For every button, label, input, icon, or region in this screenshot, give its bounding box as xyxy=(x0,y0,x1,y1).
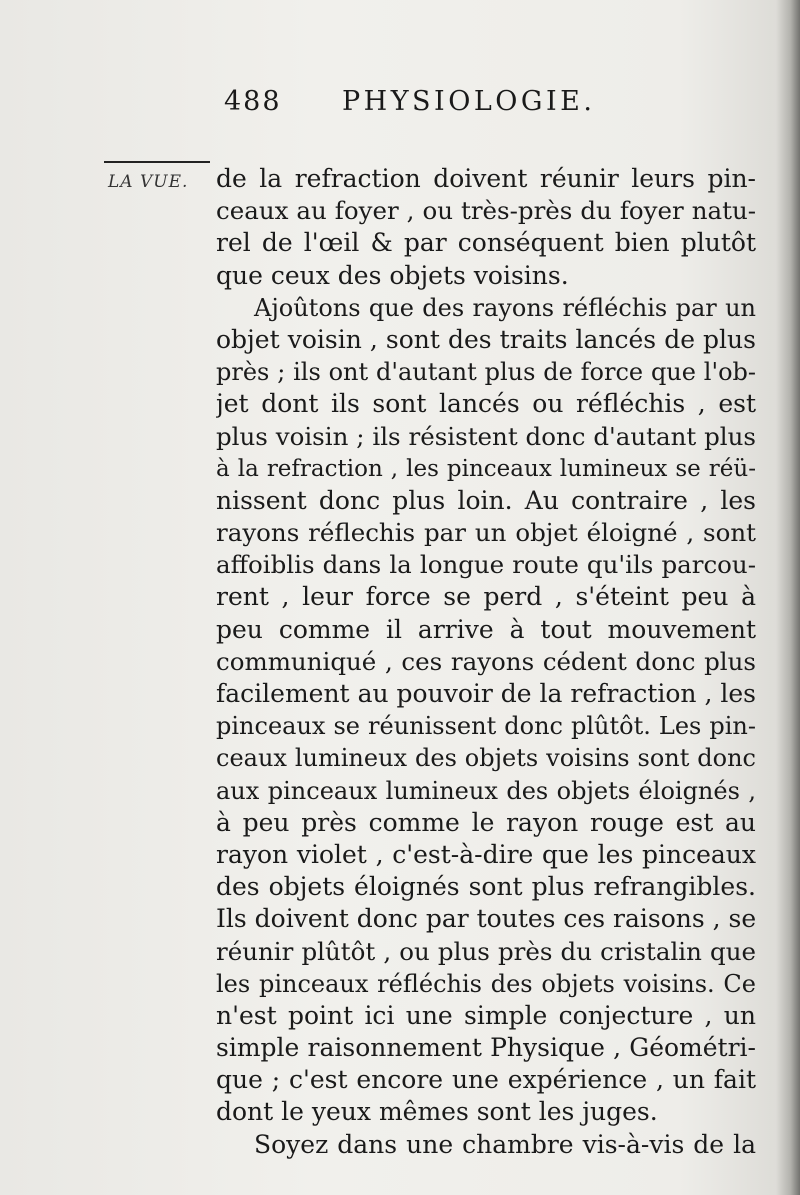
text-line: simple raisonnement Physique , Géométri- xyxy=(216,1033,756,1063)
text-line: jet dont ils sont lancés ou réfléchis , est xyxy=(216,389,756,419)
text-line: de la refraction doivent réunir leurs pin- xyxy=(216,164,756,193)
text-line: les pinceaux réfléchis des objets voisins. Ce xyxy=(216,969,756,998)
text-line: aux pinceaux lumineux des objets éloignés , xyxy=(216,776,756,805)
body-text xyxy=(216,163,756,1161)
text-line: affoiblis dans la longue route qu'ils parcou- xyxy=(216,550,756,580)
text-line: dont le yeux mêmes sont les juges. xyxy=(216,1097,658,1127)
text-line: rayons réflechis par un objet éloigné , sont xyxy=(216,518,756,548)
running-title: PHYSIOLOGIE. xyxy=(342,86,596,117)
page-spine-shadow xyxy=(776,0,800,1195)
page-number: 488 xyxy=(224,86,282,117)
text-line: facilement au pouvoir de la refraction , les xyxy=(216,679,756,708)
text-line: à peu près comme le rayon rouge est au xyxy=(216,807,756,837)
text-line: des objets éloignés sont plus refrangibles. xyxy=(216,872,756,902)
text-line: rent , leur force se perd , s'éteint peu à xyxy=(216,582,756,612)
text-line: n'est point ici une simple conjecture , un xyxy=(216,1000,756,1030)
text-line: que ceux des objets voisins. xyxy=(216,260,569,290)
text-line: nissent donc plus loin. Au contraire , les xyxy=(216,485,756,515)
text-line: communiqué , ces rayons cédent donc plus xyxy=(216,646,756,676)
text-line: près ; ils ont d'autant plus de force que l'ob- xyxy=(216,358,756,387)
text-line: objet voisin , sont des traits lancés de plus xyxy=(216,324,756,354)
text-line: plus voisin ; ils résistent donc d'autant plus xyxy=(216,421,756,451)
text-line: rel de l'œil & par conséquent bien plutôt xyxy=(216,228,756,258)
text-line: ceaux au foyer , ou très-près du foyer natu- xyxy=(216,196,756,226)
text-line: réunir plûtôt , ou plus près du cristalin que xyxy=(216,936,756,966)
text-line: ceaux lumineux des objets voisins sont donc xyxy=(216,744,756,773)
text-line: peu comme il arrive à tout mouvement xyxy=(216,614,756,644)
margin-rule xyxy=(104,161,210,163)
margin-note: LA VUE. xyxy=(108,172,189,192)
page-header xyxy=(224,86,664,126)
text-line: que ; c'est encore une expérience , un fait xyxy=(216,1065,756,1095)
text-line: Soyez dans une chambre vis-à-vis de la xyxy=(254,1129,756,1159)
text-line: Ils doivent donc par toutes ces raisons , se xyxy=(216,904,756,934)
text-line: à la refraction , les pinceaux lumineux se réü- xyxy=(216,455,756,482)
text-line: pinceaux se réunissent donc plûtôt. Les pin- xyxy=(216,712,756,741)
text-line: rayon violet , c'est-à-dire que les pinceaux xyxy=(216,839,756,869)
text-line: Ajoûtons que des rayons réfléchis par un xyxy=(254,293,756,322)
